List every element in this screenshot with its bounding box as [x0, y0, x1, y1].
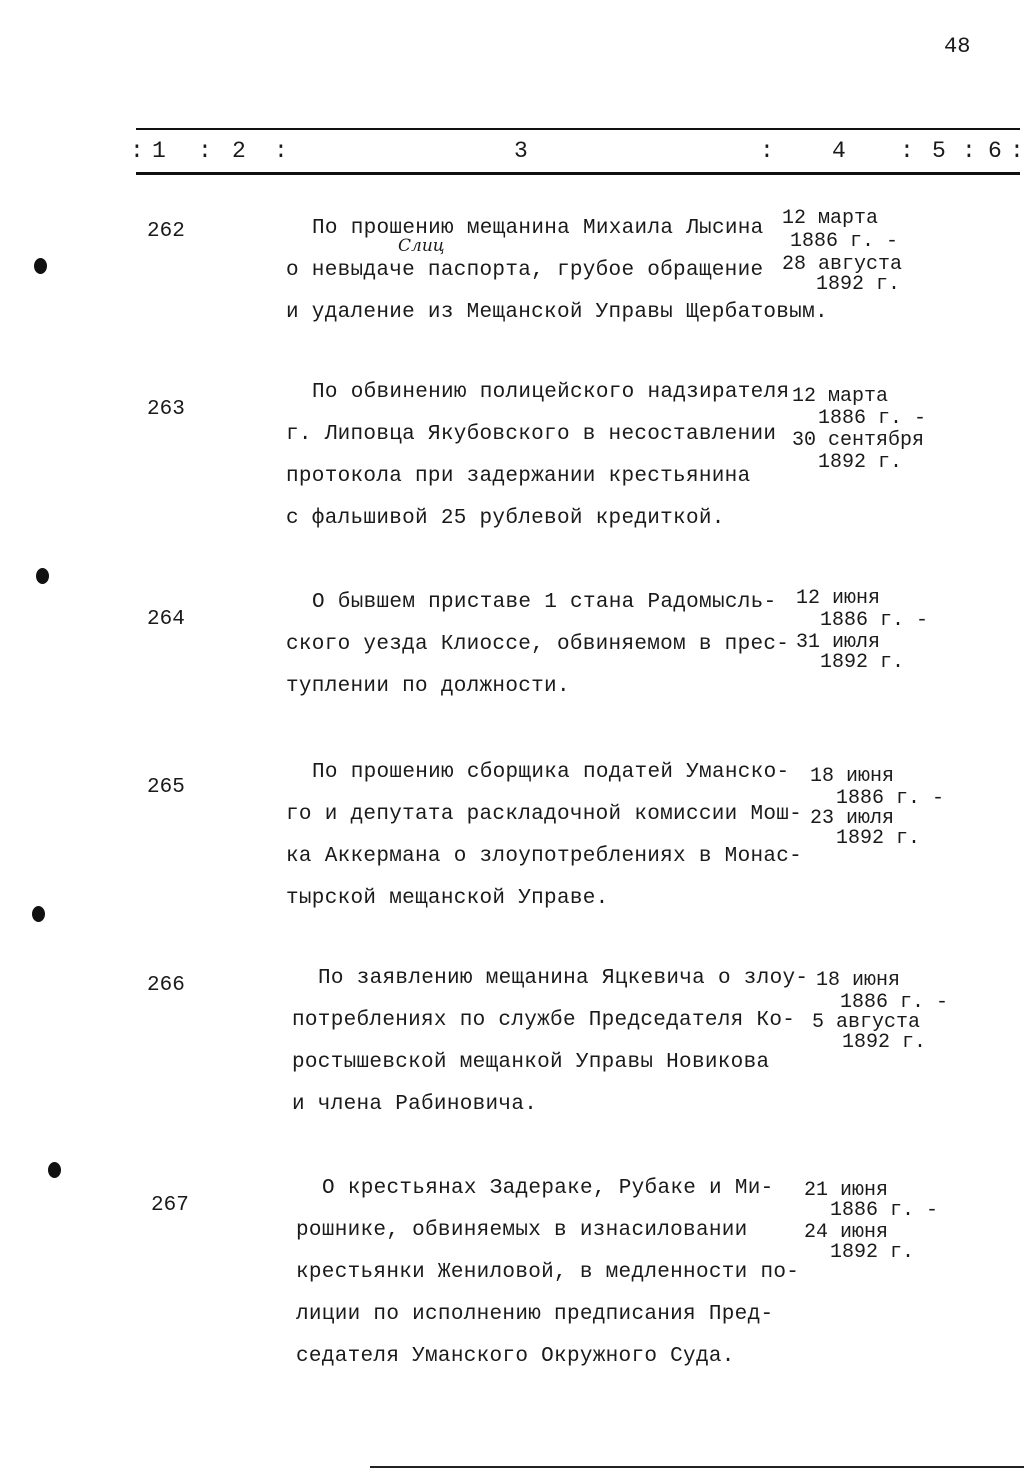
description-line: туплении по должности. — [286, 675, 570, 698]
start-year: 1886 г. - — [818, 407, 927, 430]
end-year: 1892 г. — [836, 827, 921, 850]
case-number: 263 — [147, 398, 185, 421]
description-line: По обвинению полицейского надзирателя — [312, 381, 790, 404]
header-rule-top — [136, 128, 1020, 130]
description-line: крестьянки Жениловой, в медленности по- — [296, 1261, 800, 1284]
start-date: 12 марта — [782, 207, 879, 230]
description-line: г. Липовца Якубовского в несоставлении — [286, 423, 777, 446]
end-date: 30 сентября — [792, 429, 925, 452]
start-year: 1886 г. - — [836, 787, 945, 810]
end-date: 28 августа — [782, 253, 903, 276]
case-description — [286, 752, 806, 920]
column-separator: : — [760, 138, 774, 164]
column-separator: : — [198, 138, 212, 164]
punch-hole-mark — [36, 568, 49, 584]
description-line: протокола при задержании крестьянина — [286, 465, 751, 488]
start-year: 1886 г. - — [840, 991, 949, 1014]
description-line: По прошению сборщика податей Уманско- — [312, 761, 790, 784]
column-separator: : — [900, 138, 914, 164]
end-year: 1892 г. — [818, 451, 903, 474]
description-line: рошнике, обвиняемых в изнасиловании — [296, 1219, 748, 1242]
end-year: 1892 г. — [816, 273, 901, 296]
column-3-label: 3 — [514, 138, 528, 164]
case-description — [296, 1168, 816, 1378]
end-year: 1892 г. — [820, 651, 905, 674]
start-date: 12 июня — [796, 587, 881, 610]
column-separator: : — [962, 138, 976, 164]
description-line: и удаление из Мещанской Управы Щербатовым. — [286, 301, 828, 324]
footer-rule — [370, 1466, 1024, 1468]
column-5-label: 5 — [932, 138, 946, 164]
start-year: 1886 г. - — [820, 609, 929, 632]
start-date: 12 марта — [792, 385, 889, 408]
description-line: тырской мещанской Управе. — [286, 887, 609, 910]
description-line: По прошению мещанина Михаила Лысина — [312, 217, 764, 240]
column-1-label: 1 — [152, 138, 166, 164]
column-separator: : — [274, 138, 288, 164]
end-date: 24 июня — [804, 1221, 889, 1244]
column-separator: : — [130, 138, 144, 164]
start-date: 21 июня — [804, 1179, 889, 1202]
description-line: ского уезда Клиоссе, обвиняемом в прес- — [286, 633, 790, 656]
case-number: 267 — [151, 1194, 189, 1217]
description-line: с фальшивой 25 рублевой кредиткой. — [286, 507, 725, 530]
start-date: 18 июня — [816, 969, 901, 992]
description-line: о невыдаче паспорта, грубое обращение — [286, 259, 764, 282]
description-line: О крестьянах Задераке, Рубаке и Ми- — [322, 1177, 774, 1200]
description-line: ростышевской мещанкой Управы Новикова — [292, 1051, 770, 1074]
description-line: лиции по исполнению предписания Пред- — [296, 1303, 774, 1326]
header-rule-bottom — [136, 172, 1020, 175]
end-year: 1892 г. — [842, 1031, 927, 1054]
case-number: 262 — [147, 220, 185, 243]
end-year: 1892 г. — [830, 1241, 915, 1264]
page-number: 48 — [944, 34, 971, 59]
description-line: потреблениях по службе Председателя Ко- — [292, 1009, 796, 1032]
case-number: 265 — [147, 776, 185, 799]
case-description — [286, 372, 806, 540]
punch-hole-mark — [34, 258, 47, 274]
end-date: 23 июля — [810, 807, 895, 830]
description-line: По заявлению мещанина Яцкевича о злоу- — [318, 967, 809, 990]
handwritten-note: Слиц — [398, 236, 445, 256]
start-date: 18 июня — [810, 765, 895, 788]
start-year: 1886 г. - — [790, 230, 899, 253]
description-line: го и депутата раскладочной комиссии Мош- — [286, 803, 803, 826]
start-year: 1886 г. - — [830, 1199, 939, 1222]
description-line: ка Аккермана о злоупотреблениях в Монас- — [286, 845, 803, 868]
case-description — [292, 958, 812, 1126]
case-description — [286, 208, 828, 334]
case-description — [286, 582, 806, 708]
punch-hole-mark — [32, 906, 45, 922]
column-separator: : — [1010, 138, 1024, 164]
column-6-label: 6 — [988, 138, 1002, 164]
case-number: 266 — [147, 974, 185, 997]
column-4-label: 4 — [832, 138, 846, 164]
description-line: О бывшем приставе 1 стана Радомысль- — [312, 591, 777, 614]
case-number: 264 — [147, 608, 185, 631]
end-date: 31 июля — [796, 631, 881, 654]
description-line: седателя Уманского Окружного Суда. — [296, 1345, 735, 1368]
punch-hole-mark — [48, 1162, 61, 1178]
end-date: 5 августа — [812, 1011, 921, 1034]
description-line: и члена Рабиновича. — [292, 1093, 538, 1116]
column-2-label: 2 — [232, 138, 246, 164]
